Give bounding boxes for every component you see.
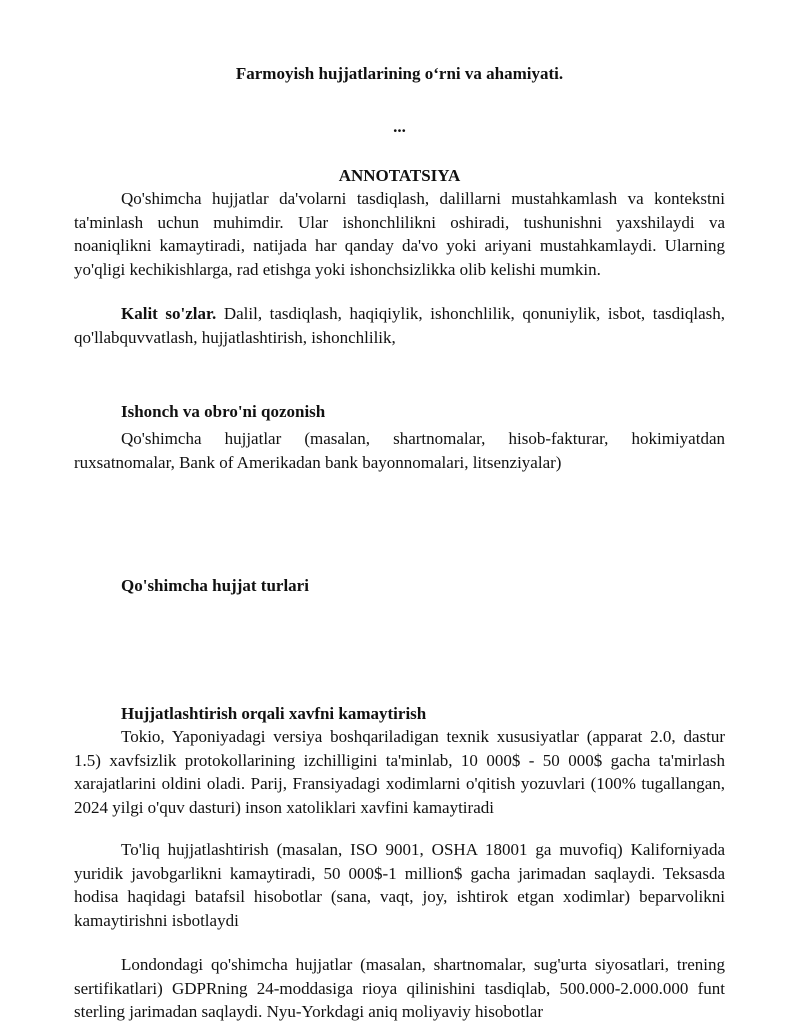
- section-paragraph-trust: Qo'shimcha hujjatlar (masalan, shartnomalar, hisob-fakturar, hokimiyatdan ruxsatnomalar, Bank of Amerikadan bank bayonnomalari, litsenziyalar): [74, 429, 725, 472]
- section-heading-trust: Ishonch va obro'ni qozonish: [121, 402, 326, 421]
- section-heading-risk: Hujjatlashtirish orqali xavfni kamaytirish: [121, 704, 427, 723]
- risk-paragraph-1: Tokio, Yaponiyadagi versiya boshqariladigan texnik xususiyatlar (apparat 2.0, dastur 1.5) xavfsizlik protokollarining izchilligini ta'minlab, 10 000$ - 50 000$ gacha ta'mirlash xarajatlarini oldini oladi. Parij, Fransiyadagi xodimlarni o'qitish yozuvlari (100% tugallangan, 2024 yilgi o'quv dasturi) inson xatoliklari xavfini kamaytiradi: [74, 727, 725, 817]
- section-heading-types: Qo'shimcha hujjat turlari: [121, 576, 309, 595]
- title-ellipsis: ...: [393, 117, 406, 136]
- keywords-paragraph: [74, 302, 725, 349]
- risk-paragraph-3: Londondagi qo'shimcha hujjatlar (masalan, shartnomalar, sug'urta siyosatlari, trening sertifikatlari) GDPRning 24-moddasiga rioya qilinishini tasdiqlab, 500.000-2.000.000 funt sterling jarimadan saqlaydi. Nyu-Yorkdagi aniq moliyaviy hisobotlar: [74, 955, 725, 1021]
- risk-paragraph-2: To'liq hujjatlashtirish (masalan, ISO 9001, OSHA 18001 ga muvofiq) Kaliforniyada yuridik javobgarlikni kamaytiradi, 50 000$-1 million$ gacha jarimadan saqlaydi. Teksasda hodisa haqidagi batafsil hisobotlar (sana, vaqt, joy, ishtirok etgan xodimlar) beparvolikni kamaytirishni isbotlaydi: [74, 840, 725, 930]
- keywords-text: Dalil, tasdiqlash, haqiqiylik, ishonchlilik, qonuniylik, isbot, tasdiqlash, qo'llabquvvatlash, hujjatlashtirish, ishonchlilik,: [74, 304, 725, 347]
- document-title: Farmoyish hujjatlarining oʻrni va ahamiyati.: [235, 64, 564, 83]
- keywords-label: Kalit so'zlar.: [121, 304, 217, 323]
- annotation-heading: ANNOTATSIYA: [338, 166, 461, 185]
- annotation-paragraph: Qo'shimcha hujjatlar da'volarni tasdiqlash, dalillarni mustahkamlash va kontekstni ta'minlash uchun muhimdir. Ular ishonchlilikni oshiradi, tushunishni yaxshilaydi va noaniqlikni kamaytiradi, natijada har qanday da'vo yoki ariyani mustahkamlaydi. Ularning yo'qligi kechikishlarga, rad etishga yoki ishonchsizlikka olib kelishi mumkin.: [74, 189, 725, 279]
